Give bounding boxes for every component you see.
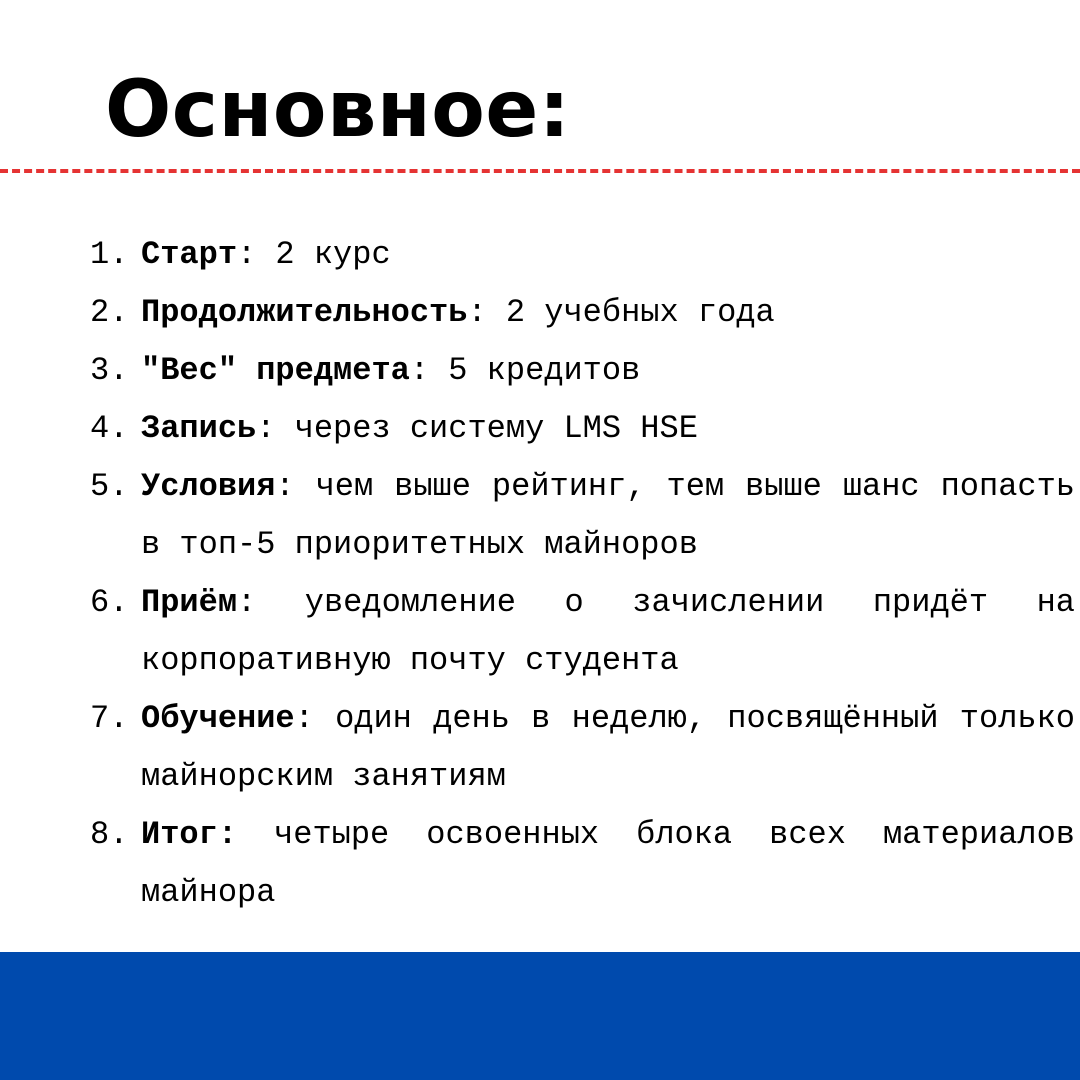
item-value: один день в неделю, посвящённый только майнорским занятиям (141, 700, 1075, 795)
item-key: Запись (141, 410, 257, 447)
list-item (90, 458, 1075, 574)
item-key: Условия (141, 468, 276, 505)
info-list (90, 226, 1075, 922)
item-number: 3. (90, 352, 129, 389)
item-separator: : (256, 410, 276, 447)
list-item (90, 284, 1075, 342)
list-item (90, 574, 1075, 690)
item-value: 5 кредитов (429, 352, 641, 389)
item-number: 7. (90, 700, 129, 737)
item-value: через систему LMS HSE (275, 410, 698, 447)
item-key: Обучение (141, 700, 295, 737)
item-separator: : (409, 352, 430, 389)
item-key: Продолжительность (141, 294, 468, 331)
item-number: 2. (90, 294, 129, 331)
item-value: 2 курс (256, 236, 391, 273)
item-number: 8. (90, 816, 129, 853)
item-value: уведомление о зачислении придёт на корпоративную почту студента (141, 584, 1075, 679)
item-value: четыре освоенных блока всех материалов майнора (141, 816, 1075, 911)
item-value: чем выше рейтинг, тем выше шанс попасть в топ-5 приоритетных майноров (141, 468, 1075, 563)
item-key: Старт (141, 236, 238, 273)
list-item (90, 342, 1075, 400)
item-separator: : (467, 294, 487, 331)
list-item (90, 690, 1075, 806)
footer-band (0, 952, 1080, 1080)
item-value: 2 учебных года (486, 294, 775, 331)
item-number: 1. (90, 236, 129, 273)
item-key: Итог: (141, 816, 238, 853)
item-separator: : (275, 468, 295, 505)
item-separator: : (237, 236, 257, 273)
list-item (90, 806, 1075, 922)
page-title: Основное: (105, 65, 571, 155)
item-key: "Вес" предмета (141, 352, 410, 389)
item-number: 6. (90, 584, 129, 621)
dashed-divider (0, 169, 1080, 173)
item-separator: : (294, 700, 314, 737)
list-item (90, 400, 1075, 458)
item-separator: : (237, 584, 257, 621)
item-key: Приём (141, 584, 238, 621)
item-number: 5. (90, 468, 129, 505)
item-number: 4. (90, 410, 129, 447)
list-item (90, 226, 1075, 284)
